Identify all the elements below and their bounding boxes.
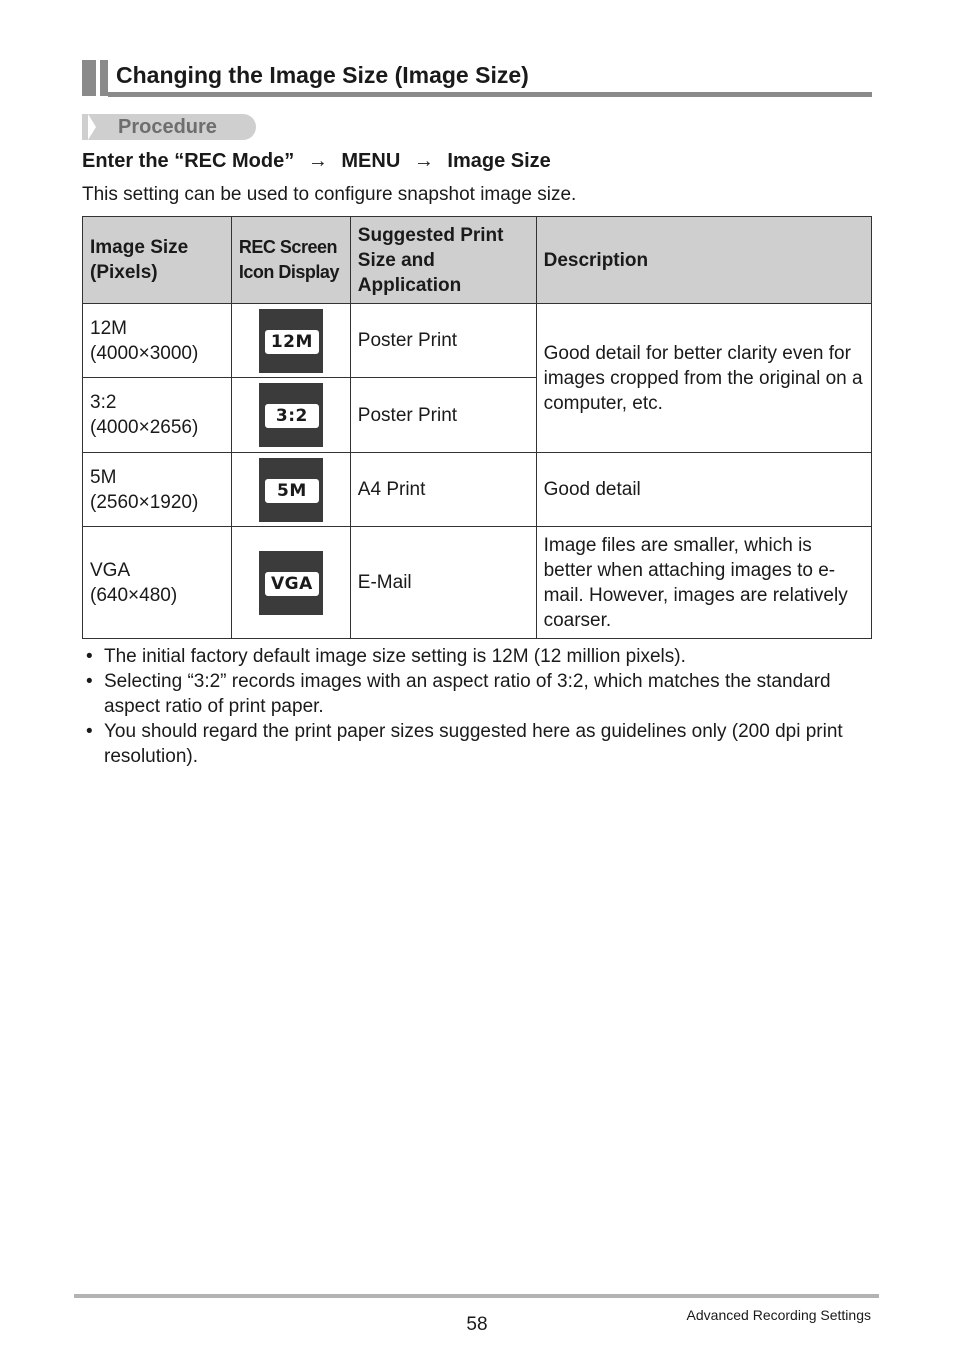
print-cell: Poster Print [350, 304, 536, 378]
print-cell: Poster Print [350, 378, 536, 453]
column-header [536, 217, 871, 304]
size-pixels: (2560×1920) [90, 491, 199, 513]
notes-list [82, 644, 872, 769]
icon-label: 5M [265, 479, 319, 503]
size-5m-icon [259, 458, 323, 522]
size-cell [83, 453, 232, 527]
size-pixels: (4000×3000) [90, 342, 199, 364]
table-row [83, 527, 872, 639]
page-title: Changing the Image Size (Image Size) [116, 62, 529, 88]
heading-rule [108, 92, 872, 97]
icon-label: VGA [265, 572, 319, 596]
size-cell [83, 304, 232, 378]
section-heading [82, 58, 872, 98]
icon-cell [231, 378, 350, 453]
column-header [231, 217, 350, 304]
heading-bar-decoration [100, 60, 108, 96]
icon-cell [231, 453, 350, 527]
size-pixels: (4000×2656) [90, 417, 199, 438]
menu-path-step: Image Size [447, 150, 551, 172]
description-cell: Image files are smaller, which is better when attaching images to e-mail. However, images are relatively coarser. [536, 527, 871, 639]
list-item: • The initial factory default image size setting is 12M (12 million pixels). [82, 644, 872, 669]
procedure-label: Procedure [118, 116, 217, 138]
table-header-row [83, 217, 872, 304]
size-cell [83, 378, 232, 453]
header-line: Application [357, 274, 462, 296]
header-line: Suggested Print [357, 224, 504, 246]
table-row [83, 304, 872, 378]
size-12m-icon [259, 309, 323, 373]
header-line: Icon Display [238, 262, 339, 282]
size-cell [83, 527, 232, 639]
header-line: Description [543, 249, 649, 271]
icon-label: 12M [265, 330, 319, 354]
description-cell: Good detail [536, 453, 871, 527]
arrow-right-icon: → [307, 150, 328, 172]
menu-path [82, 150, 551, 173]
icon-label: 3:2 [265, 404, 319, 428]
list-item: • You should regard the print paper sizes suggested here as guidelines only (200 dpi print resolution). [82, 719, 872, 769]
icon-cell [231, 527, 350, 639]
size-name: 12M [90, 317, 127, 339]
menu-path-step: Enter the “REC Mode” [82, 150, 295, 172]
size-name: 3:2 [90, 392, 117, 413]
size-3-2-icon [259, 383, 323, 447]
size-vga-icon [259, 551, 323, 615]
size-name: 5M [90, 466, 117, 488]
size-name: VGA [90, 559, 131, 581]
description-cell: Good detail for better clarity even for images cropped from the original on a computer, etc. [536, 304, 871, 453]
icon-cell [231, 304, 350, 378]
column-header [350, 217, 536, 304]
header-line: REC Screen [238, 237, 337, 257]
footer-rule [74, 1294, 879, 1298]
header-line: Size and [357, 249, 435, 271]
footer-section-label: Advanced Recording Settings [686, 1307, 871, 1323]
procedure-tag [82, 114, 256, 140]
print-cell: E-Mail [350, 527, 536, 639]
menu-path-step: MENU [341, 150, 401, 172]
arrow-right-icon: → [413, 150, 434, 172]
table-row [83, 453, 872, 527]
header-line: (Pixels) [90, 262, 158, 283]
image-size-table [82, 216, 872, 639]
header-line: Image Size [90, 237, 189, 258]
list-item: • Selecting “3:2” records images with an aspect ratio of 3:2, which matches the standard aspect ratio of print paper. [82, 669, 872, 719]
heading-bar-decoration [82, 60, 96, 96]
chevron-right-icon [88, 114, 96, 140]
print-cell: A4 Print [350, 453, 536, 527]
page-number: 58 [466, 1314, 488, 1335]
intro-text: This setting can be used to configure snapshot image size. [82, 184, 577, 205]
column-header [83, 217, 232, 304]
size-pixels: (640×480) [90, 584, 178, 606]
